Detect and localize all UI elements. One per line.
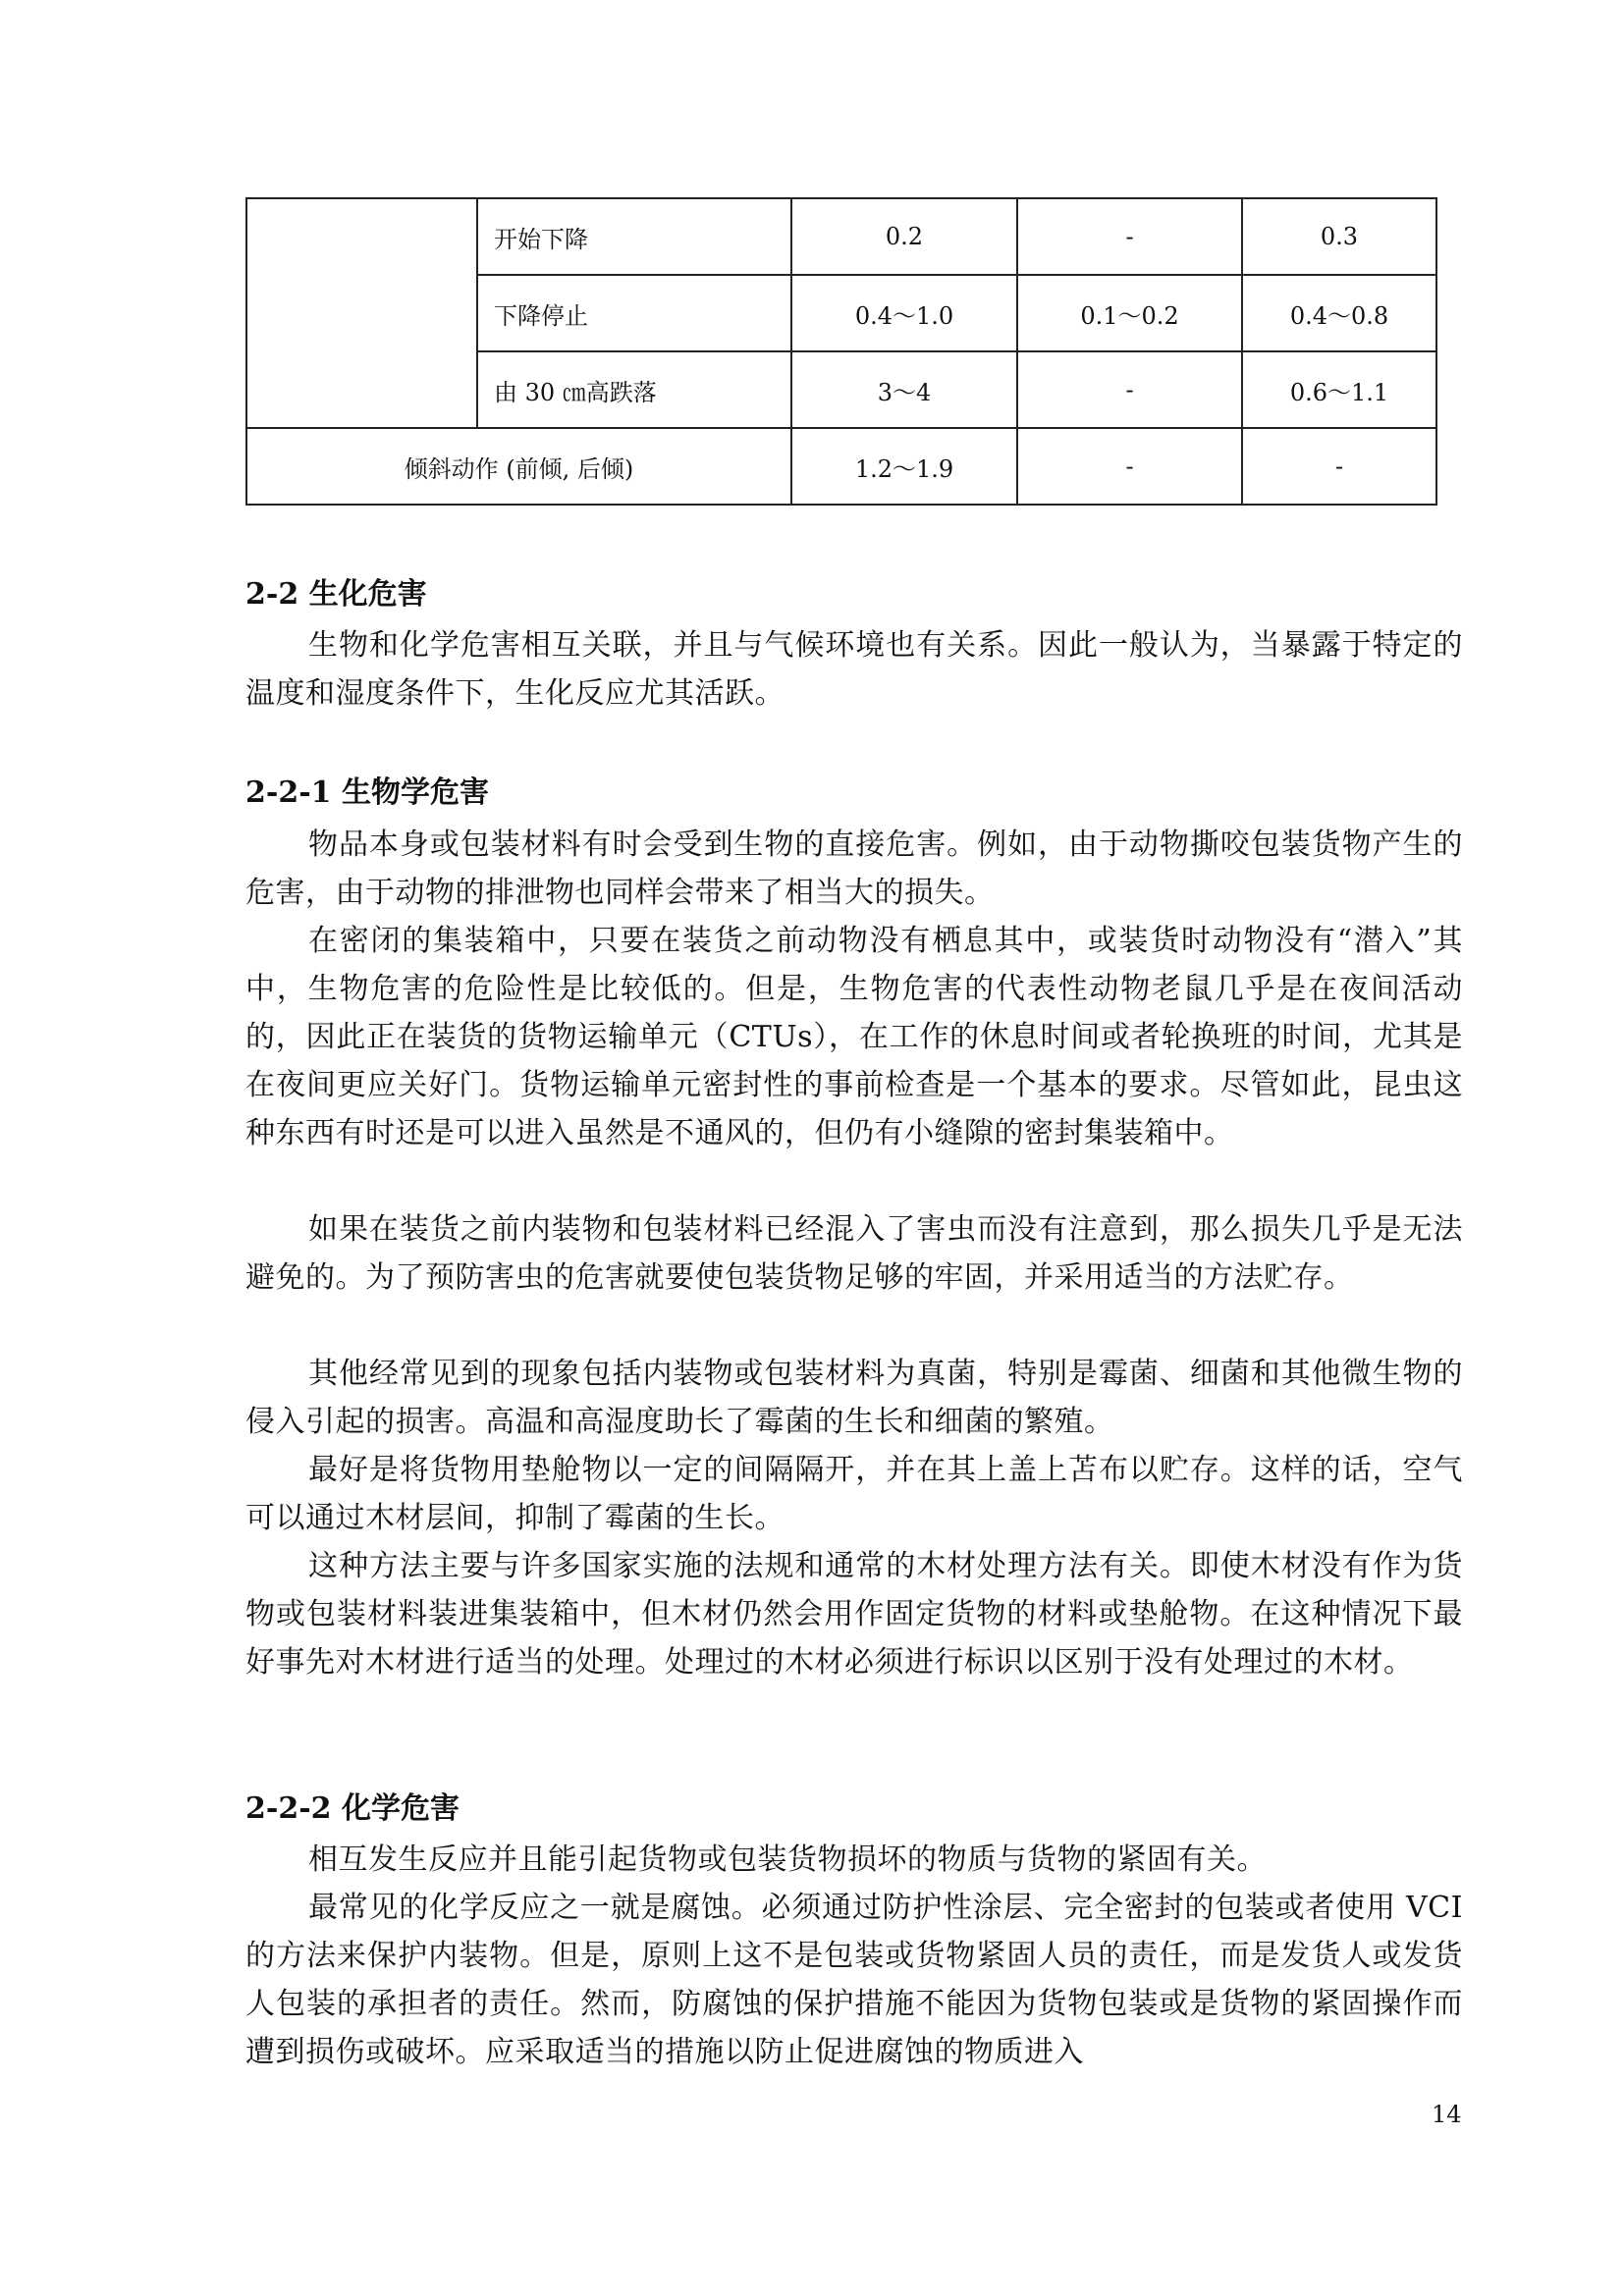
section-heading: 2-2 生化危害 <box>245 577 427 612</box>
table-cell-label: 开始下降 <box>477 198 791 275</box>
paragraph: 这种方法主要与许多国家实施的法规和通常的木材处理方法有关。即使木材没有作为货物或包装材料装进集装箱中，但木材仍然会用作固定货物的材料或垫舱物。在这种情况下最好事先对木材进行适当的处理。处理过的木材必须进行标识以区别于没有处理过的木材。 <box>245 1549 1463 1680</box>
paragraph: 在密闭的集装箱中，只要在装货之前动物没有栖息其中，或装货时动物没有“潜入”其中，生物危害的危险性是比较低的。但是，生物危害的代表性动物老鼠几乎是在夜间活动的，因此正在装货的货物运输单元（CTUs），在工作的休息时间或者轮换班的时间，尤其是在夜间更应关好门。货物运输单元密封性的事前检查是一个基本的要求。尽管如此，昆虫这种东西有时还是可以进入虽然是不通风的，但仍有小缝隙的密封集装箱中。 <box>245 924 1463 1150</box>
section-heading: 2-2-2 化学危害 <box>245 1791 460 1826</box>
table-cell-label: 下降停止 <box>477 275 791 351</box>
table-cell: 0.4～0.8 <box>1242 275 1436 351</box>
data-table <box>245 197 1437 506</box>
section-heading: 2-2-1 生物学危害 <box>245 775 489 810</box>
table-cell: - <box>1017 351 1242 428</box>
table-cell-label: 由 30 ㎝高跌落 <box>477 351 791 428</box>
paragraph: 其他经常见到的现象包括内装物或包装材料为真菌，特别是霉菌、细菌和其他微生物的侵入引起的损害。高温和高湿度助长了霉菌的生长和细菌的繁殖。 <box>245 1357 1463 1439</box>
table-cell: 1.2～1.9 <box>791 428 1017 505</box>
table-cell: - <box>1242 428 1436 505</box>
paragraph: 最好是将货物用垫舱物以一定的间隔隔开，并在其上盖上苫布以贮存。这样的话，空气可以通过木材层间，抑制了霉菌的生长。 <box>245 1453 1463 1535</box>
table-cell: 0.4～1.0 <box>791 275 1017 351</box>
table-cell-label: 倾斜动作 (前倾, 后倾) <box>246 428 791 505</box>
table-cell: 0.1～0.2 <box>1017 275 1242 351</box>
paragraph: 生物和化学危害相互关联，并且与气候环境也有关系。因此一般认为，当暴露于特定的温度和湿度条件下，生化反应尤其活跃。 <box>245 628 1463 711</box>
paragraph: 物品本身或包装材料有时会受到生物的直接危害。例如，由于动物撕咬包装货物产生的危害，由于动物的排泄物也同样会带来了相当大的损失。 <box>245 828 1463 910</box>
paragraph: 最常见的化学反应之一就是腐蚀。必须通过防护性涂层、完全密封的包装或者使用 VCI 的方法来保护内装物。但是，原则上这不是包装或货物紧固人员的责任，而是发货人或发货人包装的承担者的责任。然而，防腐蚀的保护措施不能因为货物包装或是货物的紧固操作而遭到损伤或破坏。应采取适当的措施以防止促进腐蚀的物质进入 <box>245 1891 1463 2069</box>
table-cell: 3～4 <box>791 351 1017 428</box>
table-cell: 0.2 <box>791 198 1017 275</box>
table-row <box>246 428 1436 505</box>
table-cell: - <box>1017 198 1242 275</box>
table-cell: 0.6～1.1 <box>1242 351 1436 428</box>
paragraph: 相互发生反应并且能引起货物或包装货物损坏的物质与货物的紧固有关。 <box>308 1842 1267 1877</box>
table-row <box>246 198 1436 275</box>
table-cell: 0.3 <box>1242 198 1436 275</box>
table-cell-empty <box>246 198 477 428</box>
paragraph: 如果在装货之前内装物和包装材料已经混入了害虫而没有注意到，那么损失几乎是无法避免的。为了预防害虫的危害就要使包装货物足够的牢固，并采用适当的方法贮存。 <box>245 1212 1463 1295</box>
page-number: 14 <box>1432 2101 1462 2128</box>
table-cell: - <box>1017 428 1242 505</box>
